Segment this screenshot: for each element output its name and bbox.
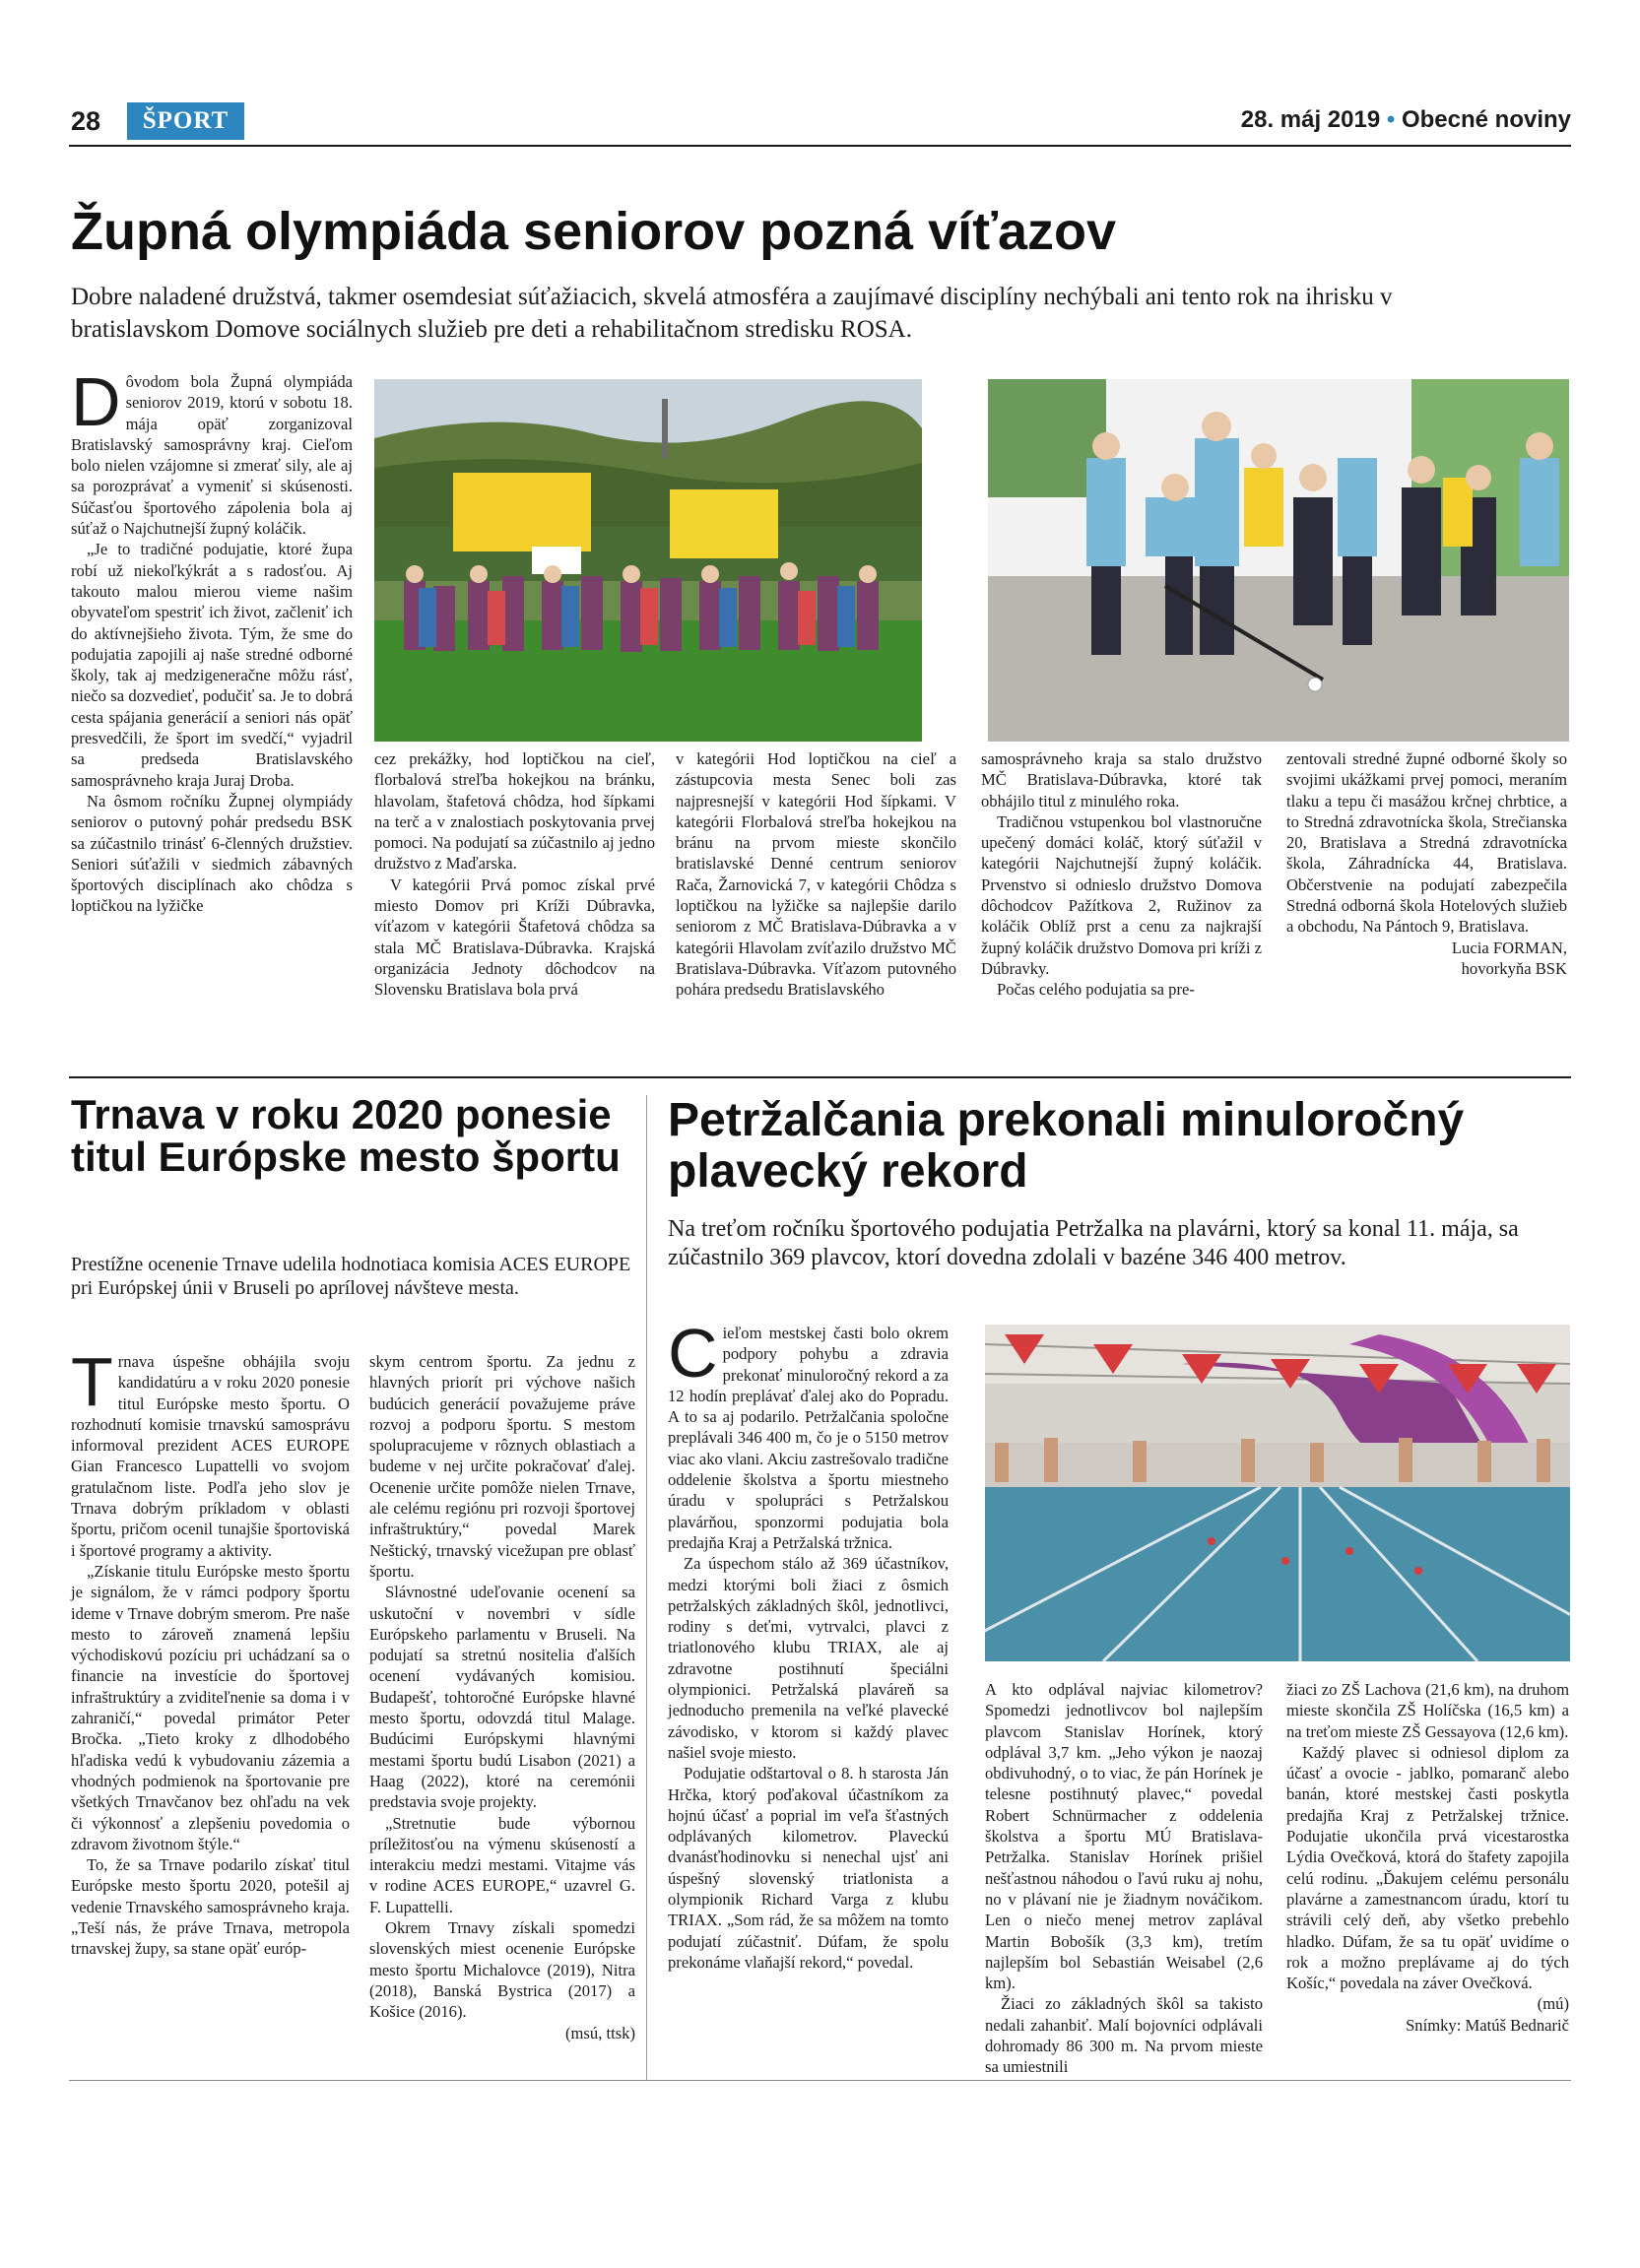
paragraph: Tradičnou vstupenkou bol vlastnoručne upečený domáci koláč, ktorý súťažil v kategórii Najchutnejší župný koláčik. Prvenstvo si odnieslo družstvo Domova dôchodcov Pažítkova 2, Ružinov za koláčik Oblíž prst a cenu za najkrajší župný koláčik družstvo Domova pri kríži z Dúbravky. [981, 811, 1262, 978]
paragraph: Podujatie odštartoval o 8. h starosta Ján Hrčka, ktorý poďakoval účastníkom za hojnú účasť a poprial im veľa šťastných odplávaných kilometrov. Plaveckú dvanásťhodinovku si nenechal ujsť ani úspešný slovenský triatlonista a olympionik Richard Varga z klubu TRIAX. „Som rád, že sa môžem na tomto podujatí zúčastniť. Dúfam, že spolu prekonáme vlaňajší rekord,“ povedal. [668, 1764, 949, 1972]
article1-lead: Dobre naladené družstvá, takmer osemdesiat súťažiacich, skvelá atmosféra a zaujímavé disciplíny nechýbali ani tento rok na ihrisku v bratislavskom Domove sociálnych služieb pre deti a rehabilitačnom stredisku ROSA. [71, 284, 1393, 343]
paragraph: Počas celého podujatia sa pre- [997, 980, 1195, 1000]
photo-swimming-pool [985, 1325, 1570, 1661]
publication-name: Obecné noviny [1401, 106, 1571, 133]
article1-column-2 [374, 748, 655, 1001]
paragraph: Okrem Trnavy získali spomedzi slovenských miest ocenenie Európske mesto športu Michalovce (2019), Nitra (2018), Banská Bystrica (2017) a Košice (2016). [369, 1918, 635, 2022]
column-divider [646, 1095, 647, 2080]
article1-column-5 [1286, 748, 1567, 979]
article3-title: Petržalčania prekonali minuloročný plavecký rekord [668, 1094, 1465, 1198]
paragraph: samosprávneho kraja sa stalo družstvo MČ Bratislava-Dúbravka, ktoré tak obhájilo titul z minulého roka. [981, 749, 1262, 810]
paragraph: V kategórii Prvá pomoc získal prvé miesto Domov pri Kríži Dúbravka, víťazom v kategórii Štafetová chôdza sa stala MČ Bratislava-Dúbravka. Krajská organizácia Jednoty dôchodcov na Slovensku Bratislava bola prvá [374, 875, 655, 1000]
paragraph: cez prekážky, hod loptičkou na cieľ, florbalová streľba hokejkou na bránku, hlavolam, štafetová chôdza, hod šípkami na terč a v znalostiach poskytovania prvej pomoci. Na podujatí sa zúčastnilo aj jedno družstvo z Maďarska. [374, 749, 655, 874]
article3-lead: Na treťom ročníku športového podujatia Petržalka na plavárni, ktorý sa konal 11. mája, sa zúčastnilo 369 plavcov, ktorí dovedna zdolali v bazéne 346 400 metrov. [668, 1216, 1519, 1270]
drop-cap: C [668, 1315, 718, 1392]
photo-credit: Snímky: Matúš Bednarič [1406, 2015, 1569, 2035]
paragraph: „Získanie titulu Európske mesto športu je signálom, že v rámci podpory športu ideme v Trnave dobrým smerom. Pre naše mesto to zároveň znamená lepšiu východiskovú pozíciu pri uchádzaní sa o financie na investície do športovej infraštruktúry a zviditeľnenie sa doma i v zahraničí,“ povedal primátor Peter Bročka. „Tieto kroky z dlhodobého hľadiska vedú k vybudovaniu zázemia a vhodných podmienok na športovanie pre všetkých Trnavčanov bez ohľadu na vek či výkonnosť a zlepšeniu povedomia o zdravom životnom štýle.“ [71, 1561, 350, 1853]
section-label: ŠPORT [127, 102, 244, 140]
article2-column-2 [369, 1351, 635, 2043]
article1-column-4 [981, 748, 1262, 1001]
signature: (mú) [1537, 1994, 1569, 2014]
article3-column-2 [985, 1679, 1263, 2078]
paragraph: A kto odplával najviac kilometrov? Spomedzi jednotlivcov bol najlepším plavcom Stanislav Horínek, ktorý odplával 3,7 km. „Jeho výkon je naozaj obdivuhodný, o to viac, že pán Horínek je telesne postihnutý plavec,“ povedal Robert Schnürmacher z oddelenia školstva a športu MÚ Bratislava-Petržalka. Stanislav Horínek prišiel nešťastnou náhodou o ľavú ruku aj nohu, no v plávaní nie je žiadnym nováčikom. Len o niečo menej metrov zaplával Martin Bobošík (3,3 km), tretím najlepším bol Sebastián Weisabel (2,6 km). [985, 1680, 1263, 1993]
drop-cap: D [71, 363, 121, 440]
paragraph: ieľom mestskej časti bolo okrem podpory pohybu a zdravia prekonať minuloročný rekord a za 12 hodín preplávať ďalej ako do Popradu. A to sa aj podarilo. Petržalčania spoločne preplávali 346 400 m, čo je o 5150 metrov viac ako vlani. Akciu zastrešovalo tradične oddelenie školstva a športu miestneho úradu v spolupráci s Petržalskou plavárňou, sponzormi podujatia bola predajňa Kraj a Petržalská tržnica. [668, 1324, 949, 1552]
author-name: Lucia FORMAN, [1451, 938, 1567, 957]
article1-title: Župná olympiáda seniorov pozná víťazov [71, 202, 1117, 261]
article2-column-1 [71, 1343, 350, 1960]
author-role: hovorkyňa BSK [1461, 958, 1567, 978]
page-number: 28 [71, 106, 101, 136]
footer-rule [69, 2080, 1571, 2081]
paragraph: ôvodom bola Župná olympiáda seniorov 2019, ktorú v sobotu 18. mája opäť zorganizoval Bratislavský samosprávny kraj. Cieľom bolo nielen vzájomne si zmerať sily, ale aj sa porozprávať a vymeniť si skúsenosti. Súčasťou športového zápolenia bola aj súťaž o Najchutnejší župný koláčik. [71, 372, 353, 539]
paragraph: žiaci zo ZŠ Lachova (21,6 km), na druhom mieste skončila ZŠ Holíčska (16,5 km) a na treťom mieste ZŠ Gessayova (12,6 km). [1286, 1680, 1569, 1741]
paragraph: Za úspechom stálo až 369 účastníkov, medzi ktorými boli žiaci z ôsmich petržalských základných škôl, jednotlivci, rodiny s deťmi, vytrvalci, plavci z triatlonového klubu TRIAX, ale aj zdravotne postihnutí špeciálni olympionici. Petržalská plaváreň sa jednoducho premenila na veľké plavecké závodisko, v ktorom si každý plavec našiel svoje miesto. [668, 1554, 949, 1762]
header-rule [69, 145, 1571, 147]
paragraph: rnava úspešne obhájila svoju kandidatúru a v roku 2020 ponesie titul Európske mesto športu. O rozhodnutí komisie trnavskú samosprávu informoval prezident ACES EUROPE Gian Francesco Lupattelli vo svojom gratulačnom liste. Podľa jeho slov je Trnava dobrým príkladom v oblasti športu, pričom ocenil tunajšie športoviská i športové programy a aktivity. [71, 1352, 350, 1560]
paragraph: Žiaci zo základných škôl sa takisto nedali zahanbiť. Malí bojovníci odplávali dohromady 86 300 m. Na prvom mieste sa umiestnili [985, 1994, 1263, 2077]
article3-column-3 [1286, 1679, 1569, 2036]
article2-title: Trnava v roku 2020 ponesie titul Európske mesto športu [71, 1091, 621, 1180]
photo-seniors-group [374, 379, 922, 742]
section-divider [69, 1076, 1571, 1078]
article2-lead: Prestížne ocenenie Trnave udelila hodnotiaca komisia ACES EUROPE pri Európskej únii v Bruseli po aprílovej návšteve mesta. [71, 1254, 631, 1299]
photo-floorball [988, 379, 1569, 742]
issue-date: 28. máj 2019 [1240, 106, 1381, 133]
paragraph: zentovali stredné župné odborné školy so svojimi ukážkami prvej pomoci, meraním tlaku a tepu či masážou krčnej chrbtice, a to Stredná zdravotnícka škola, Strečianska 20, Bratislava a Stredná zdravotnícka škola, Záhradnícka 44, Bratislava. Občerstvenie na podujatí zabezpečila Stredná odborná škola Hotelových služieb a obchodu, Na Pántoch 9, Bratislava. [1286, 749, 1567, 937]
paragraph: skym centrom športu. Za jednu z hlavných priorít pri výchove našich budúcich generácií považujeme práve rozvoj a podporu športu. S mestom spolupracujeme v rôznych oblastiach a budeme v nej určite pokračovať ďalej. Ocenenie určite pomôže nielen Trnave, ale celému regiónu pri rozvoji športovej infraštruktúry,“ povedal Marek Neštický, trnavský vicežupan pre oblasť športu. [369, 1352, 635, 1581]
article3-column-1 [668, 1315, 949, 1973]
signature: (msú, ttsk) [565, 2023, 635, 2042]
separator-dot: • [1386, 106, 1396, 133]
paragraph: Každý plavec si odniesol diplom za účasť a ovocie - jablko, pomaranč alebo banán, ktoré mestskej časti poskytla predajňa Kraj z Petržalskej tržnice. Podujatie ukončila prvá vicestarostka Lýdia Ovečková, ktorá do štafety zapojila celú rodinu. „Ďakujem celému personálu plavárne a zamestnancom úradu, ktorí tu strávili celý deň, aby všetko prebehlo hladko. Dúfam, že sa tu opäť uvidíme o rok a možno preplávame aj do tých Košíc,“ povedala na záver Ovečková. [1286, 1742, 1569, 1993]
paragraph: „Je to tradičné podujatie, ktoré župa robí už niekoľkýkrát a s radosťou. Aj takouto malou mierou vieme našim obyvateľom spestriť ich život, začleniť ich do aktívnejšieho života. Tým, že sme do podujatia zapojili aj naše stredné odborné školy, tak aj medzigeneračne môžu rásť, niečo sa dozvedieť, podučiť sa. Je to dobrá cesta spájania generácií a seniori nás opäť presvedčili, že šport im svedčí,“ vyjadril sa predseda Bratislavského samosprávneho kraja Juraj Droba. [71, 540, 353, 790]
paragraph: v kategórii Hod loptičkou na cieľ a zástupcovia mesta Senec boli zas najpresnejší v kategórii Hod šípkami. V kategórii Florbalová streľba hokejkou na bránu na prvom mieste skončilo bratislavské Denné centrum seniorov Rača, Žarnovická 7, v kategórii Chôdza s loptičkou na lyžičke sa najlepšie darilo seniorom z MČ Bratislava-Dúbravka a v kategórii Hlavolam zvíťazilo družstvo MČ Bratislava-Dúbravka. Víťazom putovného pohára predsedu Bratislavského [676, 749, 956, 1000]
drop-cap: T [71, 1343, 113, 1420]
dateline [1241, 106, 1571, 134]
paragraph: To, že sa Trnave podarilo získať titul Európske mesto športu 2020, potešil aj vedenie Trnavského samosprávneho kraja. „Teší nás, že práve Trnava, metropola trnavskej župy, sa stane opäť európ- [71, 1855, 350, 1959]
article1-column-1 [71, 363, 353, 917]
paragraph: „Stretnutie bude výbornou príležitosťou na výmenu skúseností a interakciu medzi mestami. Vitajme vás v rodine ACES EUROPE,“ uzavrel G. F. Lupattelli. [369, 1813, 635, 1916]
article1-column-3 [676, 748, 956, 1001]
paragraph: Slávnostné udeľovanie ocenení sa uskutoční v novembri v sídle Európskeho parlamentu v Bruseli. Na podujatí sa stretnú nositelia ďalších ocenení vydávaných komisiou. Budapešť, tohtoročné Európske hlavné mesto športu, odovzdá titul Malage. Budúcimi Európskymi hlavnými mestami športu budú Lisabon (2021) a Haag (2022), ktoré na ceremónii predstavia svoje projekty. [369, 1583, 635, 1812]
paragraph: Na ôsmom ročníku Župnej olympiády seniorov o putovný pohár predsedu BSK sa zúčastnilo trinásť 6-členných družstiev. Seniori súťažili v siedmich zábavných športových disciplínach ako chôdza s loptičkou na lyžičke [71, 791, 353, 916]
